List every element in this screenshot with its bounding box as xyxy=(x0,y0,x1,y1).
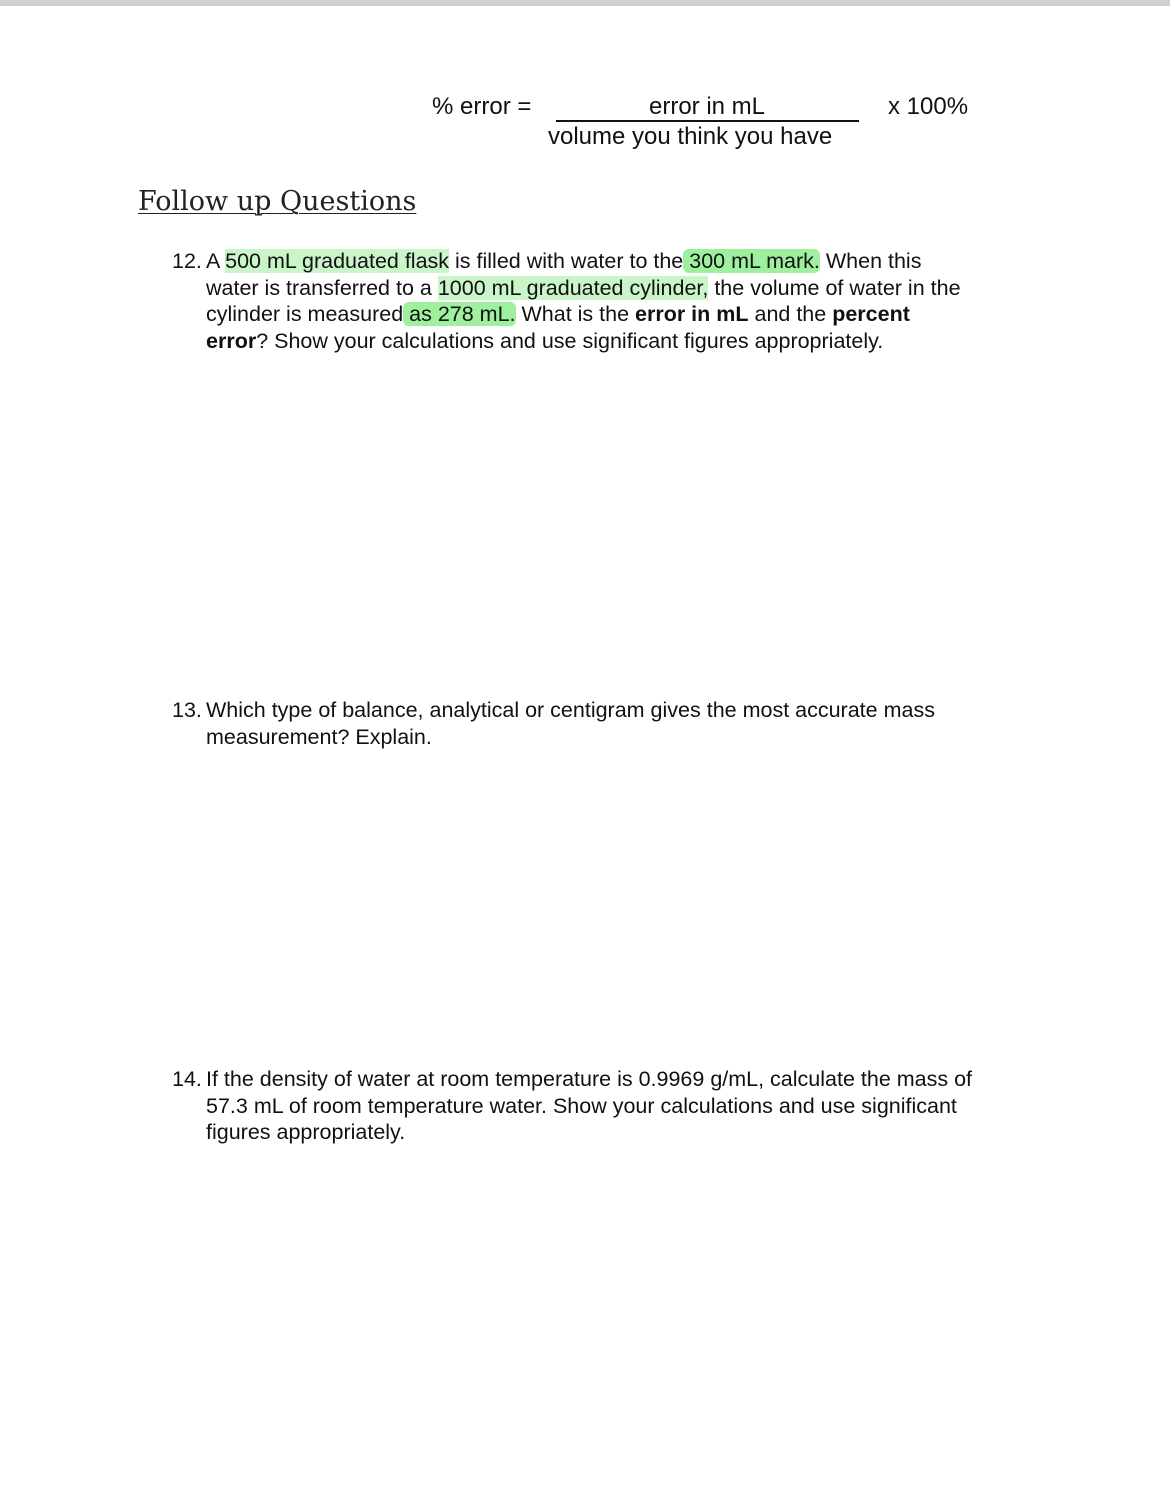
question-line xyxy=(206,328,1032,355)
question-line xyxy=(206,248,1032,275)
question-number: 13. xyxy=(172,698,202,722)
question-text xyxy=(206,248,1032,354)
formula-multiplier: x 100% xyxy=(888,93,969,120)
bold-term: error xyxy=(206,328,257,353)
fraction-line xyxy=(556,120,859,122)
question-line: 57.3 mL of room temperature water. Show your calculations and use significant xyxy=(206,1093,957,1118)
highlight: 1000 mL graduated cylinder, xyxy=(437,275,709,300)
text-segment: is filled with water to the xyxy=(449,249,684,273)
question-12 xyxy=(172,248,1032,354)
formula-denominator: volume you think you have xyxy=(548,123,833,150)
question-13 xyxy=(172,697,1032,750)
question-text xyxy=(206,697,1032,750)
highlight: as 278 mL. xyxy=(403,302,516,326)
text-segment: When this xyxy=(819,249,922,273)
text-segment: cylinder is measured xyxy=(206,302,404,326)
formula-numerator: error in mL xyxy=(648,93,766,120)
question-text xyxy=(206,1066,1042,1146)
question-line xyxy=(206,275,1032,302)
question-line xyxy=(206,301,1032,328)
question-line: Which type of balance, analytical or centigram gives the most accurate mass xyxy=(206,698,935,722)
percent-error-formula xyxy=(0,88,1170,158)
text-segment: ? Show your calculations and use significant figures appropriately. xyxy=(256,328,884,353)
question-number: 12. xyxy=(172,249,202,273)
section-title: Follow up Questions xyxy=(138,186,417,217)
bold-term: error in mL xyxy=(635,302,749,326)
highlight: 300 mL mark. xyxy=(683,249,820,273)
text-segment: water is transferred to a xyxy=(206,275,438,300)
top-edge-bar xyxy=(0,0,1170,6)
text-segment: the volume of water in the xyxy=(708,275,961,300)
question-line: measurement? Explain. xyxy=(206,724,432,749)
question-number: 14. xyxy=(172,1067,202,1091)
text-segment: A xyxy=(206,249,226,273)
question-line: figures appropriately. xyxy=(206,1120,406,1144)
formula-label: % error = xyxy=(432,93,532,120)
text-segment: and the xyxy=(748,302,833,326)
question-14 xyxy=(172,1066,1042,1146)
bold-term: percent xyxy=(832,302,910,326)
text-segment: What is the xyxy=(515,302,636,326)
highlight: 500 mL graduated flask xyxy=(225,249,450,273)
question-line: If the density of water at room temperature is 0.9969 g/mL, calculate the mass of xyxy=(206,1067,973,1091)
